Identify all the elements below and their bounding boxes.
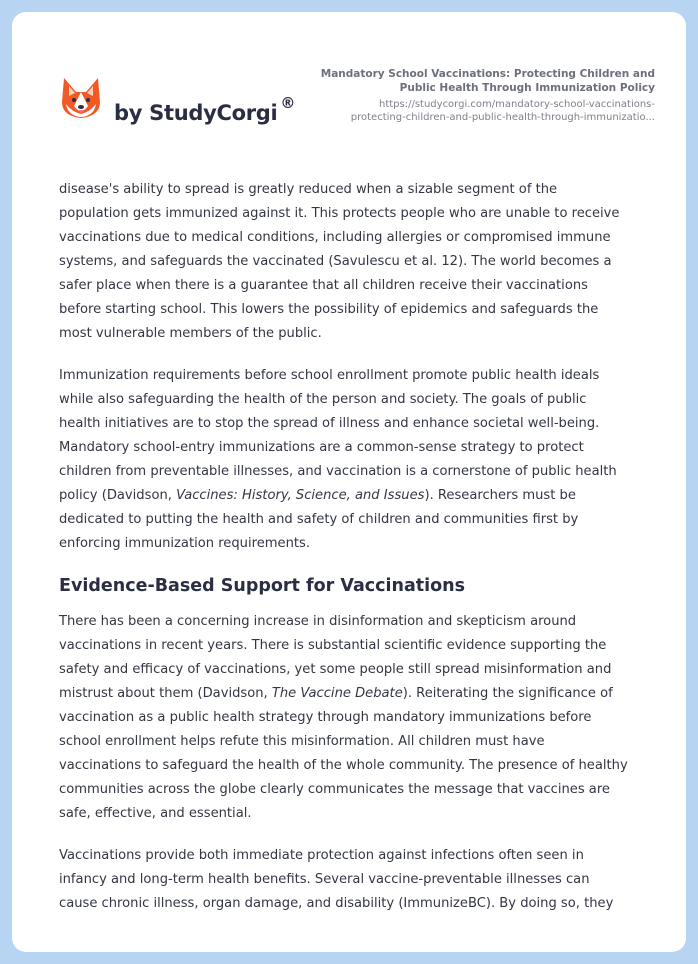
citation-title: Vaccines: History, Science, and Issues (176, 488, 425, 503)
corgi-logo-icon (60, 76, 102, 122)
paragraph-4: Vaccinations provide both immediate protection against infections often seen in infancy and long-term health benefits. Several vaccine-preventable illnesses can cause chronic illness, organ damage, and disability (ImmunizeBC). By doing so, they (59, 848, 614, 911)
document-body (59, 178, 659, 916)
paragraph-1: disease's ability to spread is greatly reduced when a sizable segment of the population gets immunized against it. This protects people who are unable to receive vaccinations due to medical conditions, including allergies or compromised immune systems, and safeguards the vaccinated (Savulescu et al. 12). The world becomes a safer place when there is a guarantee that all children receive their vaccinations before starting school. This lowers the possibility of epidemics and safeguards the most vulnerable members of the public. (59, 182, 620, 341)
paragraph-2: Immunization requirements before school enrollment promote public health ideals while also safeguarding the health of the person and society. The goals of public health initiatives are to stop the spread of illness and enhance societal well-being. Mandatory school-entry immunizations are a common-sense strategy to protect children from preventable illnesses, and vaccination is a cornerstone of public health policy (Davidson, Vaccines: History, Science, and Issues). Researchers must be dedicated to putting the health and safety of children and communities first by enforcing immunization requirements. (59, 368, 617, 551)
brand-name: by StudyCorgi ® (114, 94, 296, 125)
document-page (12, 12, 686, 952)
document-title: Mandatory School Vaccinations: Protecting Children and Public Health Through Immunization Policy (320, 68, 655, 94)
paragraph-3: There has been a concerning increase in disinformation and skepticism around vaccinations in recent years. There is substantial scientific evidence supporting the safety and efficacy of vaccinations, yet some people still spread misinformation and mistrust about them (Davidson, The Vaccine Debate). Reiterating the significance of vaccination as a public health strategy through mandatory immunizations before school enrollment helps refute this misinformation. All children must have vaccinations to safeguard the health of the whole community. The presence of healthy communities across the globe clearly communicates the message that vaccines are safe, effective, and essential. (59, 614, 628, 821)
section-heading: Evidence-Based Support for Vaccinations (59, 576, 466, 596)
citation-title: The Vaccine Debate (271, 686, 403, 701)
studycorgi-logo[interactable] (60, 76, 310, 138)
document-url[interactable]: https://studycorgi.com/mandatory-school-vaccinations- protecting-children-and-public-health-through-immunizatio... (350, 99, 655, 123)
document-meta (285, 67, 655, 124)
